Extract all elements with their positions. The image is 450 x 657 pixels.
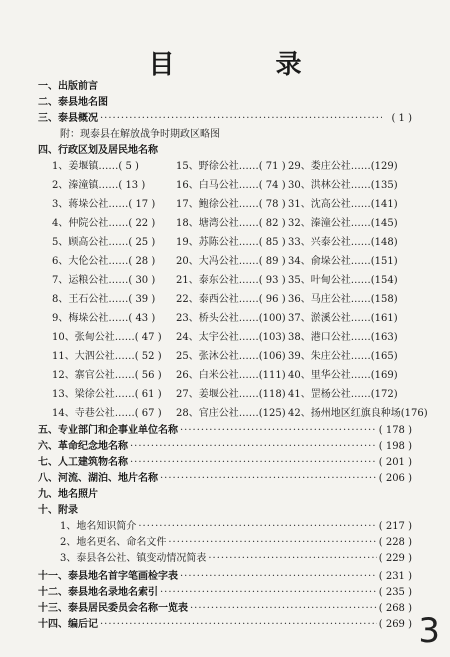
list-item: 10、张甸公社……( 47 )	[52, 332, 162, 343]
list-item: 11、大泗公社……( 52 )	[52, 351, 162, 362]
leader-dots	[130, 440, 377, 454]
appendix-label: 2、地名更名、命名文件	[60, 537, 167, 548]
list-item: 34、俞垛公社……(151)	[288, 256, 398, 267]
list-item: 29、娄庄公社……(129)	[288, 161, 398, 172]
list-item: 41、罡杨公社……(172)	[288, 389, 398, 400]
list-item: 23、桥头公社……(100)	[176, 313, 286, 324]
toc-entry	[38, 570, 412, 584]
list-item: 2、溱潼镇……( 13 )	[52, 180, 146, 191]
list-item: 4、仲院公社……( 22 )	[52, 218, 156, 229]
leader-dots	[100, 112, 382, 126]
toc-entry	[38, 504, 412, 518]
leader-dots	[160, 472, 377, 486]
toc-page-number: ( 198 )	[378, 441, 412, 452]
leader-dots	[160, 586, 377, 600]
district-column-1	[52, 160, 170, 426]
toc-label: 九、地名照片	[38, 489, 98, 500]
list-item: 13、梁徐公社……( 61 )	[52, 389, 162, 400]
appendix-entry	[60, 552, 412, 566]
list-item: 5、顾高公社……( 25 )	[52, 237, 156, 248]
list-item: 24、太宇公社……(103)	[176, 332, 286, 343]
list-item: 14、寺巷公社……( 67 )	[52, 408, 162, 419]
list-item: 16、白马公社……( 74 )	[176, 180, 286, 191]
list-item: 3、蒋垛公社……( 17 )	[52, 199, 156, 210]
appendix-label: 1、地名知识简介	[60, 521, 137, 532]
list-item: 1、姜堰镇……( 5 )	[52, 161, 139, 172]
toc-page-number: ( 201 )	[378, 457, 412, 468]
list-item: 26、白米公社……(111)	[176, 370, 286, 381]
leader-dots	[168, 536, 376, 550]
list-item: 33、兴泰公社……(148)	[288, 237, 398, 248]
list-item: 31、沈高公社……(141)	[288, 199, 398, 210]
leader-dots	[130, 456, 377, 470]
handwritten-page-mark: 3	[418, 611, 440, 651]
list-item: 9、梅垛公社……( 43 )	[52, 313, 156, 324]
toc-page-number: ( 269 )	[378, 619, 412, 630]
list-item: 17、鲍徐公社……( 78 )	[176, 199, 286, 210]
list-item: 7、运粮公社……( 30 )	[52, 275, 156, 286]
toc-entry	[38, 112, 412, 126]
leader-dots	[138, 520, 376, 534]
toc-entry	[38, 586, 412, 600]
appendix-page-number: ( 217 )	[378, 521, 412, 532]
toc-entry	[38, 80, 412, 94]
appendix-label: 3、泰县各公社、镇变动情况简表	[60, 553, 207, 564]
district-column-2	[176, 160, 306, 426]
leader-dots	[208, 552, 376, 566]
list-item: 25、张沐公社……(106)	[176, 351, 286, 362]
list-item: 36、马庄公社……(158)	[288, 294, 398, 305]
leader-dots	[190, 602, 377, 616]
toc-entry	[38, 96, 412, 110]
toc-label: 十二、泰县地名录地名索引	[38, 587, 158, 598]
list-item: 6、大伦公社……( 28 )	[52, 256, 156, 267]
toc-entry	[38, 488, 412, 502]
toc-label: 五、专业部门和企事业单位名称	[38, 425, 178, 436]
toc-label: 十四、编后记	[38, 619, 98, 630]
list-item: 21、泰东公社……( 93 )	[176, 275, 286, 286]
list-item: 8、王石公社……( 39 )	[52, 294, 156, 305]
list-item: 40、里华公社……(169)	[288, 370, 398, 381]
list-item: 20、大冯公社……( 89 )	[176, 256, 286, 267]
toc-label: 二、泰县地名图	[38, 97, 108, 108]
toc-label: 六、革命纪念地名称	[38, 441, 128, 452]
list-item: 30、洪林公社……(135)	[288, 180, 398, 191]
appendix-entry	[60, 520, 412, 534]
toc-entry	[38, 472, 412, 486]
toc-label: 三、泰县概况	[38, 113, 98, 124]
toc-label: 一、出版前言	[38, 81, 98, 92]
toc-label: 四、行政区划及居民地名称	[38, 145, 158, 156]
toc-entry	[38, 456, 412, 470]
list-item: 37、淤溪公社……(161)	[288, 313, 398, 324]
toc-label: 七、人工建筑物名称	[38, 457, 128, 468]
toc-entry	[38, 424, 412, 438]
page-title: 目 录	[148, 50, 348, 80]
district-column-3	[288, 160, 438, 426]
list-item: 27、姜堰公社……(118)	[176, 389, 286, 400]
list-item: 38、港口公社……(163)	[288, 332, 398, 343]
leader-dots	[180, 570, 377, 584]
toc-page-number: ( 235 )	[378, 587, 412, 598]
list-item: 39、朱庄公社……(165)	[288, 351, 398, 362]
leader-dots	[180, 424, 377, 438]
toc-label: 八、河流、湖泊、地片名称	[38, 473, 158, 484]
list-item: 22、泰西公社……( 96 )	[176, 294, 286, 305]
list-item: 32、溱潼公社……(145)	[288, 218, 398, 229]
toc-page-number: ( 178 )	[378, 425, 412, 436]
list-item: 15、野徐公社……( 71 )	[176, 161, 286, 172]
leader-dots	[100, 618, 377, 632]
toc-label: 十一、泰县地名首字笔画检字表	[38, 571, 178, 582]
toc-label: 十、附录	[38, 505, 78, 516]
list-item: 19、苏陈公社……( 85 )	[176, 237, 286, 248]
appendix-note: 附：现泰县在解放战争时期政区略图	[60, 129, 220, 140]
toc-page-number: ( 268 )	[378, 603, 412, 614]
list-item: 28、官庄公社……(125)	[176, 408, 286, 419]
toc-page-number: ( 206 )	[378, 473, 412, 484]
list-item: 42、扬州地区红旗良种场(176)	[288, 408, 428, 419]
appendix-page-number: ( 229 )	[378, 553, 412, 564]
list-item: 35、叶甸公社……(154)	[288, 275, 398, 286]
toc-entry	[38, 440, 412, 454]
toc-page-number: ( 1 )	[391, 113, 412, 124]
toc-entry	[38, 618, 412, 632]
list-item: 18、塘湾公社……( 82 )	[176, 218, 286, 229]
appendix-entry	[60, 536, 412, 550]
list-item: 12、寨官公社……( 56 )	[52, 370, 162, 381]
appendix-page-number: ( 228 )	[378, 537, 412, 548]
toc-entry	[38, 144, 412, 158]
toc-label: 十三、泰县居民委员会名称一览表	[38, 603, 188, 614]
toc-entry	[38, 602, 412, 616]
toc-page-number: ( 231 )	[378, 571, 412, 582]
